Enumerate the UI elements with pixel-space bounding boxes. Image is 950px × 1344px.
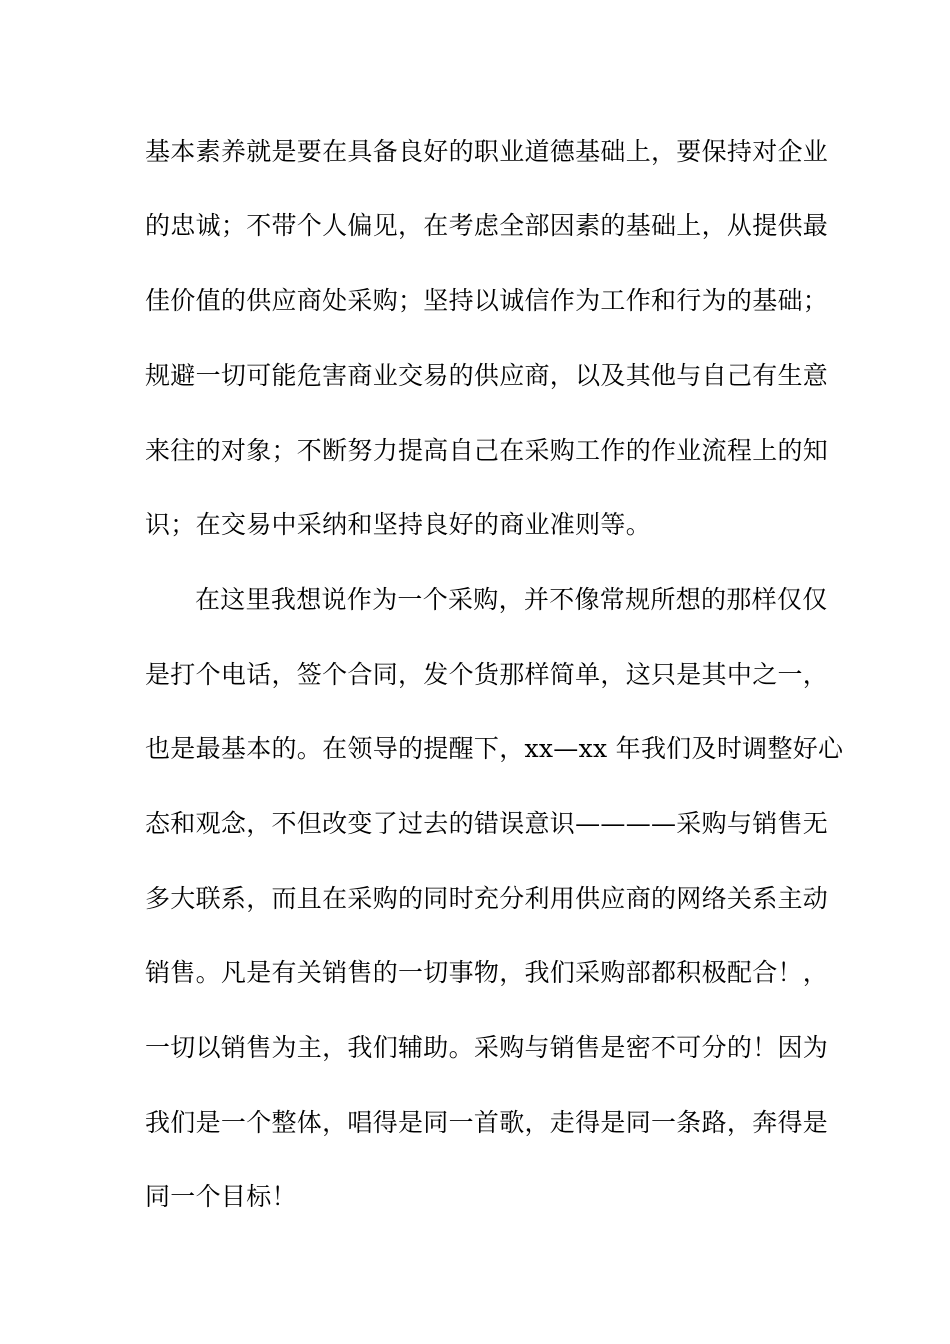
paragraph-1-line-3: 佳价值的供应商处采购；坚持以诚信作为工作和行为的基础； — [145, 286, 829, 315]
paragraph-2-line-5: 多大联系，而且在采购的同时充分利用供应商的网络关系主动 — [145, 884, 829, 913]
paragraph-1-line-6: 识；在交易中采纳和坚持良好的商业准则等。 — [145, 510, 652, 539]
paragraph-1-line-2: 的忠诚；不带个人偏见，在考虑全部因素的基础上，从提供最 — [145, 211, 829, 240]
paragraph-2-line-2: 是打个电话，签个合同，发个货那样简单，这只是其中之一， — [145, 660, 829, 689]
paragraph-2-line-7: 一切以销售为主，我们辅助。采购与销售是密不可分的！因为 — [145, 1033, 829, 1062]
paragraph-1-line-5: 来往的对象；不断努力提高自己在采购工作的作业流程上的知 — [145, 436, 829, 465]
paragraph-2-line-3: 也是最基本的。在领导的提醒下，xx—xx 年我们及时调整好心 — [145, 734, 844, 763]
paragraph-2-line-1: 在这里我想说作为一个采购，并不像常规所想的那样仅仅 — [195, 585, 828, 614]
paragraph-1-line-4: 规避一切可能危害商业交易的供应商，以及其他与自己有生意 — [145, 361, 829, 390]
paragraph-2-line-4: 态和观念，不但改变了过去的错误意识————采购与销售无 — [145, 809, 829, 838]
paragraph-2-line-9: 同一个目标！ — [145, 1182, 297, 1211]
paragraph-2-line-8: 我们是一个整体，唱得是同一首歌，走得是同一条路，奔得是 — [145, 1108, 829, 1137]
paragraph-1-line-1: 基本素养就是要在具备良好的职业道德基础上，要保持对企业 — [145, 137, 829, 166]
paragraph-2-line-6: 销售。凡是有关销售的一切事物，我们采购部都积极配合！， — [145, 958, 829, 987]
